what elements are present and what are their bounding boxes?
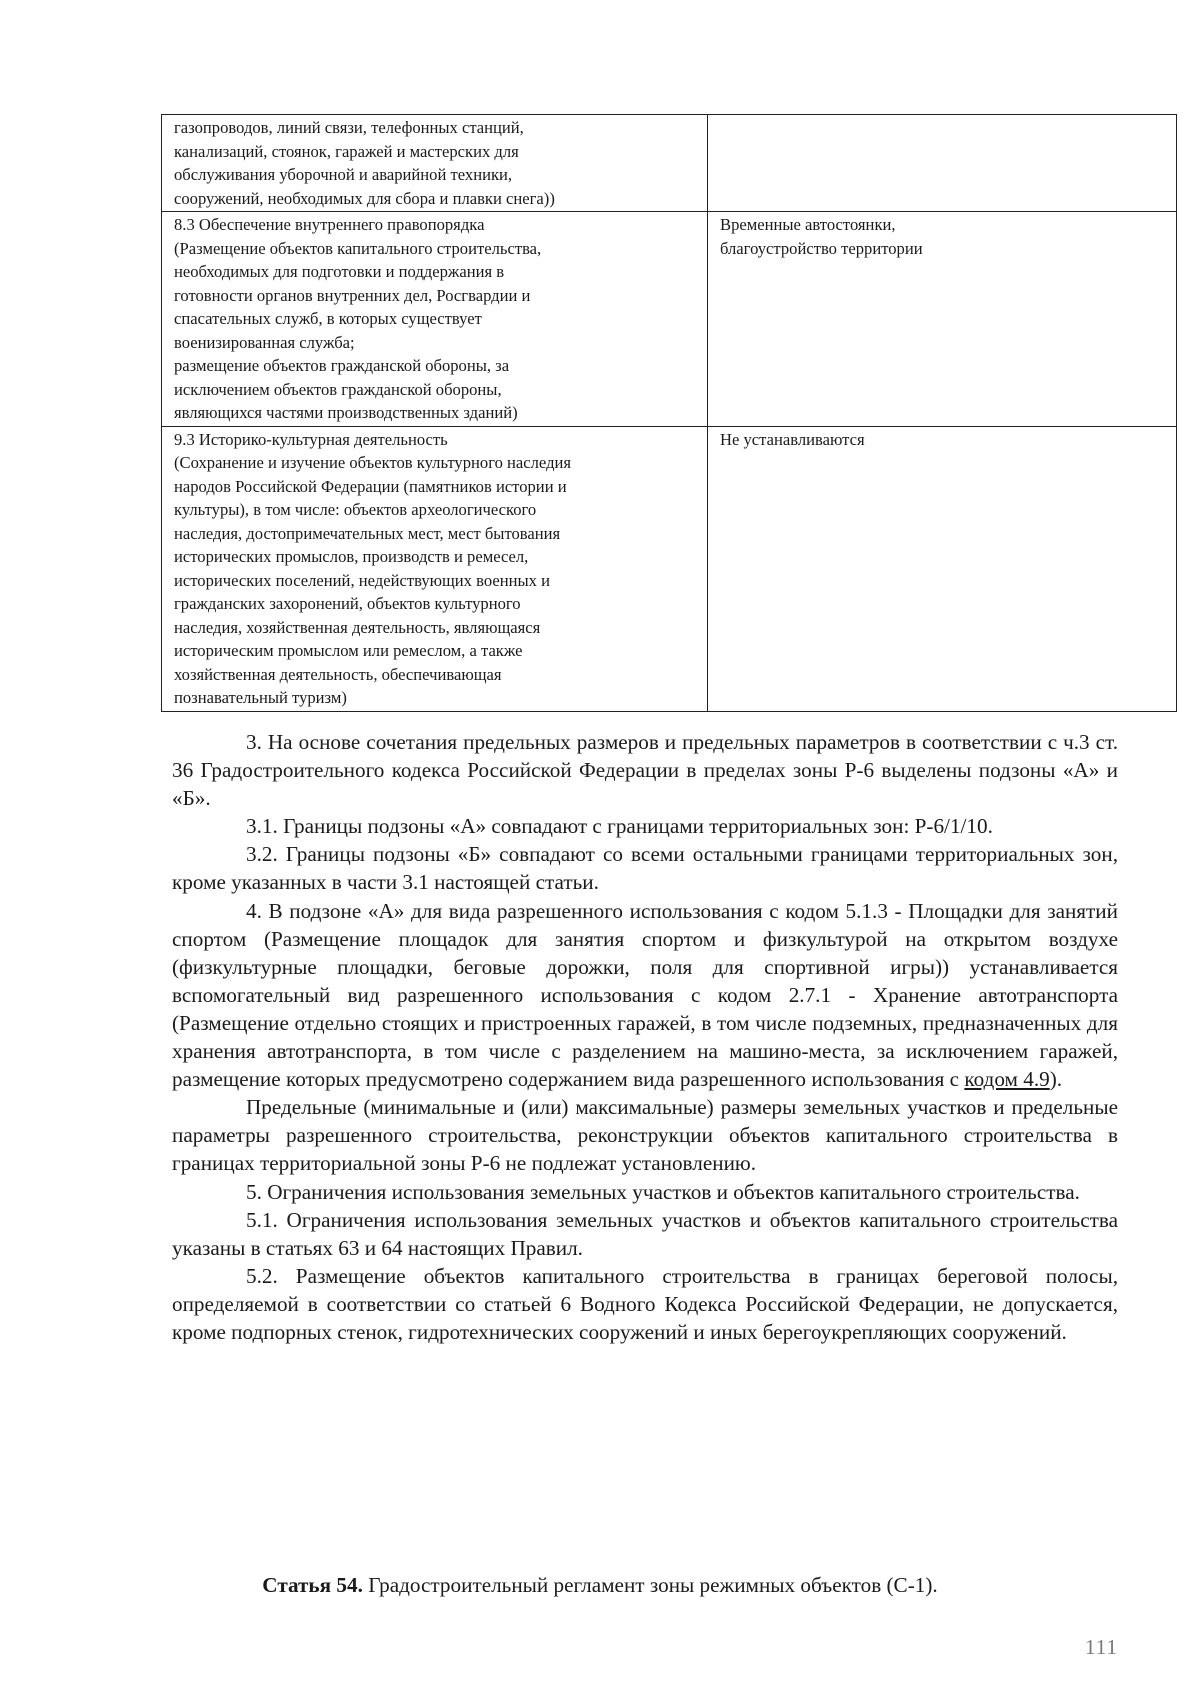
paragraph-4-end: ). xyxy=(1049,1067,1063,1092)
paragraph-limits: Предельные (минимальные и (или) максимальные) размеры земельных участков и предельные параметры разрешенного строительства, реконструкции объектов капитального строительства в границах территориальной зоны Р-6 не подлежат установлению. xyxy=(172,1095,1118,1176)
regulation-table xyxy=(161,114,1177,712)
paragraph-3: 3. На основе сочетания предельных размеров и предельных параметров в соответствии с ч.3 ст. 36 Градостроительного кодекса Российской Федерации в пределах зоны Р-6 выделены подзоны «А» и «Б». xyxy=(172,730,1118,811)
paragraph-5-2: 5.2. Размещение объектов капитального строительства в границах береговой полосы, определяемой в соответствии со статьей 6 Водного Кодекса Российской Федерации, не допускается, кроме подпорных стенок, гидротехнических сооружений и иных берегоукрепляющих сооружений. xyxy=(172,1263,1118,1344)
article-label: Статья 54. xyxy=(262,1573,363,1597)
paragraph-3-2: 3.2. Границы подзоны «Б» совпадают со всеми остальными границами территориальных зон, кроме указанных в части 3.1 настоящей статьи. xyxy=(172,842,1118,895)
table-row xyxy=(162,212,1177,427)
table-cell-use-type: газопроводов, линий связи, телефонных станций, канализаций, стоянок, гаражей и мастерских для обслуживания уборочной и аварийной техники, сооружений, необходимых для сбора и плавки снега)) xyxy=(162,115,708,212)
table-row xyxy=(162,115,1177,212)
article-heading xyxy=(0,1571,1200,1599)
paragraph-4-text: 4. В подзоне «А» для вида разрешенного использования с кодом 5.1.3 - Площадки для занятий спортом (Размещение площадок для занятия спортом и физкультурой на открытом воздухе (физкультурные площадки, беговые дорожки, поля для спортивной игры)) устанавливается вспомогательный вид разрешенного использования с кодом 2.7.1 - Хранение автотранспорта (Размещение отдельно стоящих и пристроенных гаражей, в том числе подземных, предназначенных для хранения автотранспорта, в том числе с разделением на машино-места, за исключением гаражей, размещение которых предусмотрено содержанием вида разрешенного использования с xyxy=(172,898,1118,1092)
table-cell-auxiliary-use xyxy=(708,115,1177,212)
table-cell-auxiliary-use: Не устанавливаются xyxy=(708,426,1177,711)
body-text xyxy=(172,728,1118,1346)
table-cell-use-type: 8.3 Обеспечение внутреннего правопорядка (Размещение объектов капитального строительства, необходимых для подготовки и поддержания в готовности органов внутренних дел, Росгвардии и спасательных служб, в которых существует военизированная служба; размещение объектов гражданской обороны, за исключением объектов гражданской обороны, являющихся частями производственных зданий) xyxy=(162,212,708,427)
paragraph-5: 5. Ограничения использования земельных участков и объектов капитального строительства. xyxy=(246,1179,1080,1204)
page-number: 111 xyxy=(1085,1635,1118,1659)
article-title: Градостроительный регламент зоны режимных объектов (С-1). xyxy=(362,1573,938,1597)
paragraph-4 xyxy=(172,897,1118,1094)
paragraph-3-1: 3.1. Границы подзоны «А» совпадают с границами территориальных зон: Р-6/1/10. xyxy=(246,814,993,839)
code-4-9-link[interactable]: кодом 4.9 xyxy=(964,1067,1050,1092)
table-cell-use-type: 9.3 Историко-культурная деятельность (Сохранение и изучение объектов культурного наследия народов Российской Федерации (памятников истории и культуры), в том числе: объектов археологического наследия, достопримечательных мест, мест бытования исторических промыслов, производств и ремесел, исторических поселений, недействующих военных и гражданских захоронений, объектов культурного наследия, хозяйственная деятельность, являющаяся историческим промыслом или ремеслом, а также хозяйственная деятельность, обеспечивающая познавательный туризм) xyxy=(162,426,708,711)
paragraph-5-1: 5.1. Ограничения использования земельных участков и объектов капитального строительства указаны в статьях 63 и 64 настоящих Правил. xyxy=(172,1207,1118,1260)
table-cell-auxiliary-use: Временные автостоянки, благоустройство территории xyxy=(708,212,1177,427)
table-row xyxy=(162,426,1177,711)
